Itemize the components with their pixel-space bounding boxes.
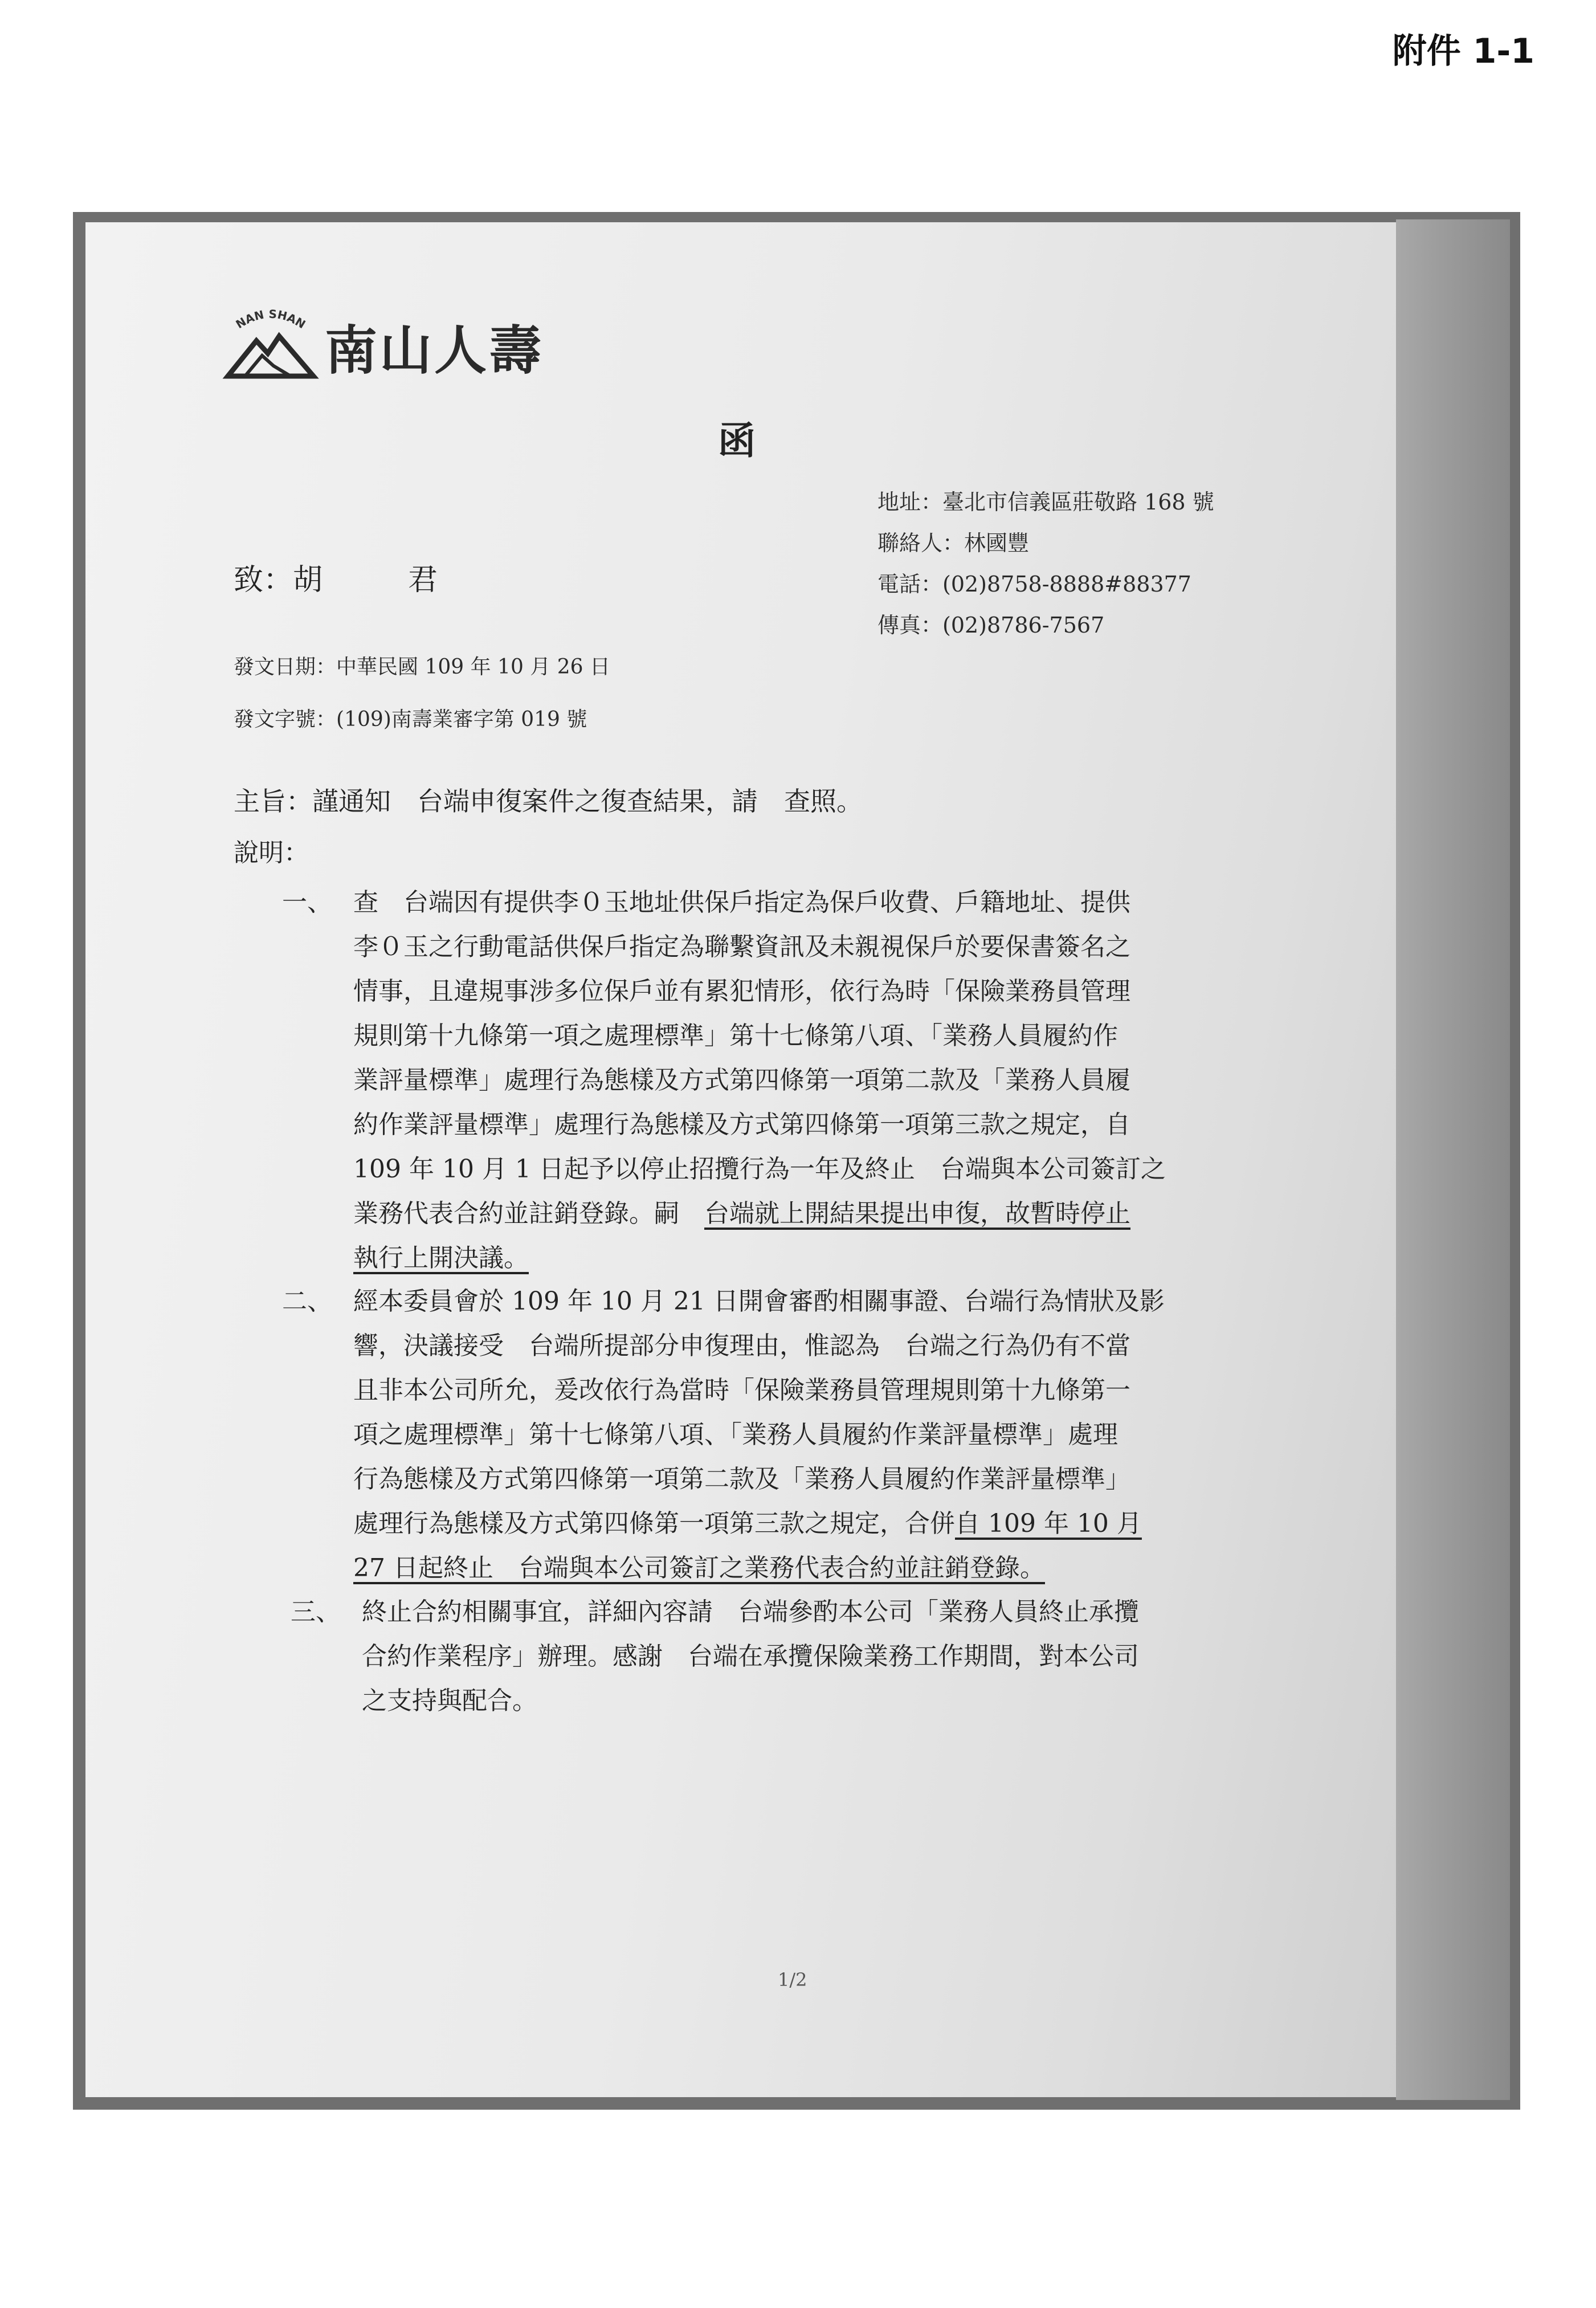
item-line: 規則第十九條第一項之處理標準」第十七條第八項、「業務人員履約作 [353,1021,1118,1050]
description-label: 說明： [234,838,309,867]
underlined-text: 台端就上開結果提出申復，故暫時停止 [704,1199,1130,1228]
item-number: 三、 [291,1597,341,1626]
item-line: 項之處理標準」第十七條第八項、「業務人員履約作業評量標準」處理 [353,1420,1118,1449]
logo-arc-text: NAN SHAN [233,307,308,332]
document-title: 函 [718,418,756,463]
item-number: 二、 [282,1287,332,1316]
item-number: 一、 [282,888,332,917]
attachment-label: 附件 1-1 [1392,31,1534,71]
description-item-2 [282,1279,1165,1591]
item-line: 合約作業程序」辦理。感謝 台端在承攬保險業務工作期間，對本公司 [362,1642,1139,1671]
item-line: 行為態樣及方式第四條第一項第二款及「業務人員履約作業評量標準」 [353,1465,1130,1494]
sender-contact: 聯絡人：林國豐 [877,531,1030,556]
document-meta [234,641,610,746]
item-line: 李０玉之行動電話供保戶指定為聯繫資訊及未親視保戶於要保書簽名之 [353,932,1130,961]
description-item-3 [291,1590,1139,1723]
underlined-text: 27 日起終止 台端與本公司簽訂之業務代表合約並註銷登錄。 [353,1553,1045,1583]
item-line: 業務代表合約並註銷登錄。嗣 [353,1199,704,1228]
underlined-text: 自 109 年 10 月 [955,1509,1142,1538]
description-item-1 [282,880,1166,1281]
item-line: 情事，且違規事涉多位保戶並有累犯情形，依行為時「保險業務員管理 [353,977,1130,1006]
mountain-logo-icon [222,296,319,382]
page-number: 1/2 [778,1969,807,1991]
item-line: 經本委員會於 109 年 10 月 21 日開會審酌相關事證、台端行為情狀及影 [353,1287,1165,1316]
item-line: 且非本公司所允，爰改依行為當時「保險業務員管理規則第十九條第一 [353,1376,1130,1405]
subject-line: 主旨：謹通知 台端申復案件之復查結果，請 查照。 [234,786,863,817]
underlined-text: 執行上開決議。 [353,1243,529,1273]
item-line: 終止合約相關事宜，詳細內容請 台端參酌本公司「業務人員終止承攬 [362,1597,1139,1626]
svg-text:NAN SHAN [234,307,308,331]
reference-number: 發文字號：(109)南壽業審字第 019 號 [234,708,587,731]
recipient-prefix: 致：胡 [234,563,323,597]
item-line: 處理行為態樣及方式第四條第一項第三款之規定，合併 [353,1509,955,1538]
recipient-suffix: 君 [408,563,438,597]
sender-fax: 傳真：(02)8786-7567 [877,613,1105,638]
logo-text: 南山人壽 [325,320,544,381]
company-logo [222,296,621,382]
issue-date: 發文日期：中華民國 109 年 10 月 26 日 [234,655,610,679]
item-line: 約作業評量標準」處理行為態樣及方式第四條第一項第三款之規定，自 [353,1110,1130,1139]
item-line: 109 年 10 月 1 日起予以停止招攬行為一年及終止 台端與本公司簽訂之 [353,1155,1166,1184]
scan-shadow [1396,219,1510,2100]
sender-phone: 電話：(02)8758-8888#88377 [877,572,1191,597]
item-line: 之支持與配合。 [362,1686,537,1715]
item-line: 查 台端因有提供李０玉地址供保戶指定為保戶收費、戶籍地址、提供 [353,888,1130,917]
recipient [234,556,438,598]
sender-info [877,482,1214,646]
sender-address: 地址：臺北市信義區莊敬路 168 號 [877,490,1214,515]
item-line: 響，決議接受 台端所提部分申復理由，惟認為 台端之行為仍有不當 [353,1331,1130,1360]
item-line: 業評量標準」處理行為態樣及方式第四條第一項第二款及「業務人員履 [353,1066,1130,1095]
